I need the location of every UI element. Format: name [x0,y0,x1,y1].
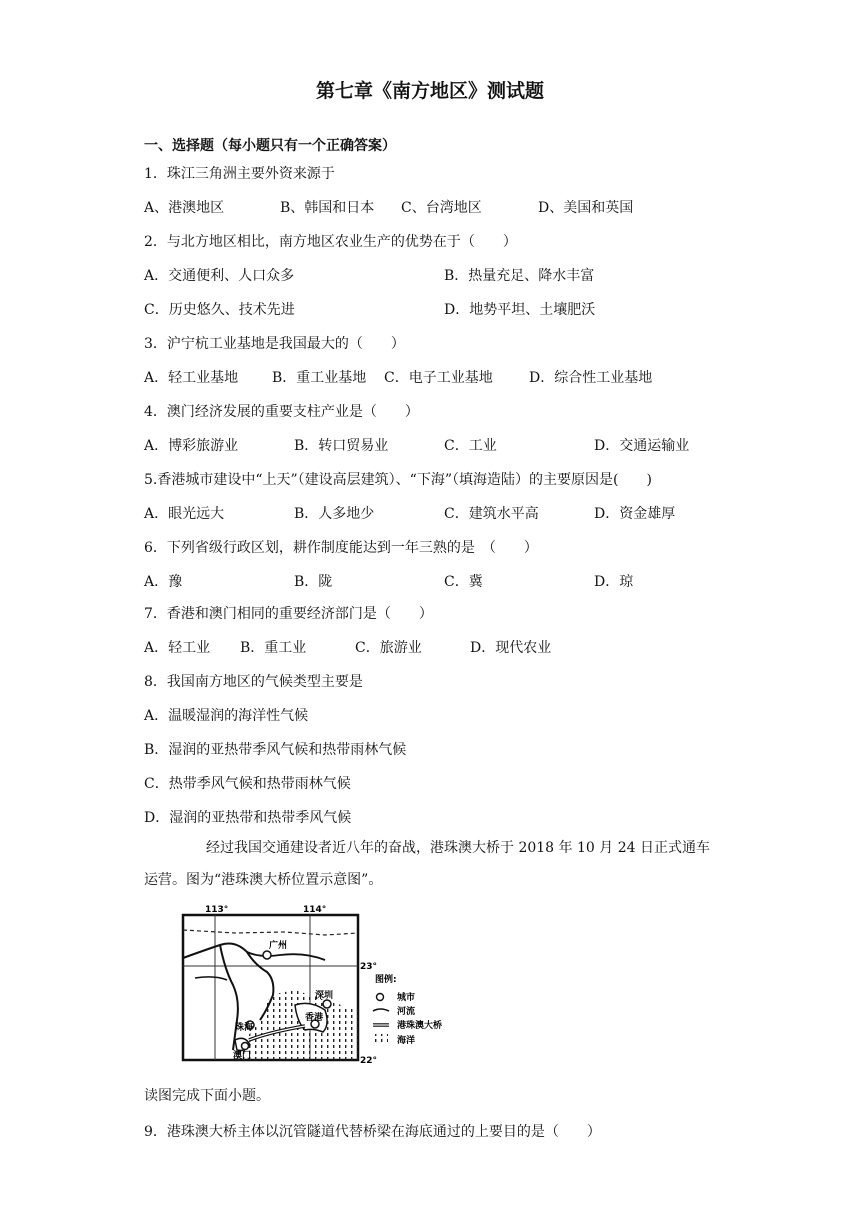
question-4-stem: 4．澳门经济发展的重要支柱产业是（ ） [144,404,419,420]
question-3-option-b: B．重工业基地 [272,370,367,386]
zhuhai-label: 珠海 [235,1023,254,1033]
question-3-option-c: C．电子工业基地 [384,370,493,386]
question-4-option-c: C．工业 [444,438,497,454]
page-title: 第七章《南方地区》测试题 [315,80,544,102]
question-2-option-d: D．地势平坦、土壤肥沃 [444,302,596,318]
aomen-city-marker [242,1043,249,1050]
aomen-label: 澳门 [233,1051,252,1061]
question-5-option-b: B．人多地少 [294,506,375,522]
legend-city-label: 城市 [397,993,416,1003]
question-6-option-a: A．豫 [144,574,183,590]
question-5-option-c: C．建筑水平高 [444,506,539,522]
question-1-option-b: B、韩国和日本 [280,200,375,216]
section-heading: 一、选择题（每小题只有一个正确答案） [144,138,396,154]
question-5-stem: 5.香港城市建设中“上天”（建设高层建筑）、“下海”（填海造陆）的主要原因是( ) [144,472,652,488]
question-2-stem: 2．与北方地区相比，南方地区农业生产的优势在于（ ） [144,234,517,250]
question-4-option-d: D．交通运输业 [594,438,690,454]
question-6-option-d: D．琼 [594,574,634,590]
legend-sea-symbol [374,1034,388,1043]
legend-river-label: 河流 [397,1007,416,1017]
question-2-option-b: B．热量充足、降水丰富 [444,268,595,284]
question-6-option-c: C．冀 [444,574,483,590]
question-5-option-a: A．眼光远大 [144,506,225,522]
latitude-22-label: 22° [360,1056,378,1066]
guangzhou-label: 广州 [269,941,288,951]
question-5-option-d: D．资金雄厚 [594,506,676,522]
question-7-option-b: B．重工业 [240,640,307,656]
question-8-stem: 8．我国南方地区的气候类型主要是 [144,674,363,690]
passage-text: 经过我国交通建设者近八年的奋战，港珠澳大桥于 2018 年 10 月 24 日正式通车运营。图为“港珠澳大桥位置示意图”。 [144,840,710,888]
read-prompt: 读图完成下面小题。 [144,1088,270,1104]
question-3-option-d: D．综合性工业基地 [529,370,653,386]
question-9-stem: 9．港珠澳大桥主体以沉管隧道代替桥梁在海底通过的上要目的是（ ） [144,1124,601,1140]
question-3-stem: 3．沪宁杭工业基地是我国最大的（ ） [144,336,405,352]
question-4-option-b: B．转口贸易业 [294,438,389,454]
legend-sea-label: 海洋 [397,1036,416,1046]
legend-city-symbol [377,994,384,1001]
longitude-114-label: 114° [303,905,327,915]
question-1-option-c: C、台湾地区 [401,200,482,216]
question-8-option-b: B．湿润的亚热带季风气候和热带雨林气候 [144,742,407,758]
question-4-option-a: A．博彩旅游业 [144,438,239,454]
question-1-option-a: A、港澳地区 [144,200,225,216]
xianggang-label: 香港 [305,1013,324,1023]
question-7-option-d: D．现代农业 [470,640,552,656]
legend-bridge-label: 港珠澳大桥 [397,1021,443,1031]
question-2-option-a: A．交通便利、人口众多 [144,268,295,284]
question-7-stem: 7．香港和澳门相同的重要经济部门是（ ） [144,606,433,622]
question-6-stem: 6．下列省级行政区划，耕作制度能达到一年三熟的是 （ ） [144,540,538,556]
shenzhen-city-marker [323,1000,331,1008]
question-8-option-c: C．热带季风气候和热带雨林气候 [144,776,351,792]
question-3-option-a: A．轻工业基地 [144,370,239,386]
guangzhou-city-marker [263,951,271,959]
question-8-option-a: A．温暖湿润的海洋性气候 [144,708,309,724]
question-8-option-d: D．湿润的亚热带和热带季风气候 [144,810,352,826]
question-7-option-c: C．旅游业 [355,640,422,656]
legend-title: 图例: [375,975,397,985]
question-1-stem: 1．珠江三角洲主要外资来源于 [144,166,335,182]
bridge-location-map [175,900,465,1070]
question-1-option-d: D、美国和英国 [538,200,634,216]
question-7-option-a: A．轻工业 [144,640,211,656]
question-6-option-b: B．陇 [294,574,333,590]
longitude-113-label: 113° [205,905,229,915]
legend-river-symbol [373,1009,389,1011]
latitude-23-label: 23° [360,962,378,972]
shenzhen-label: 深圳 [315,991,334,1001]
question-2-option-c: C．历史悠久、技术先进 [144,302,295,318]
